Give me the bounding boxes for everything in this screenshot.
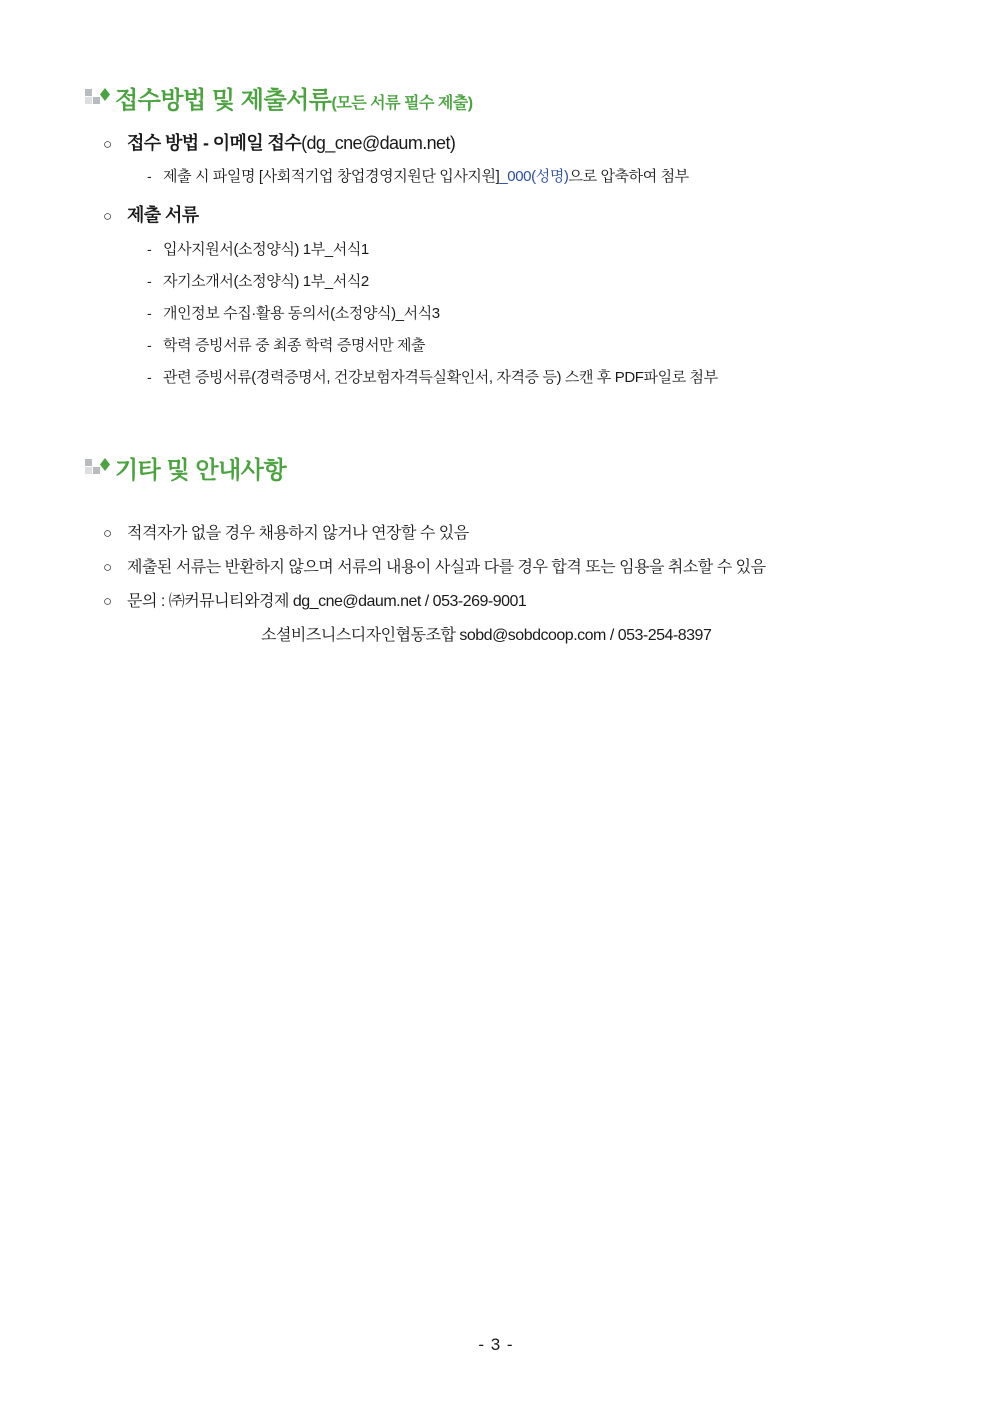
list-item xyxy=(103,203,912,227)
section-title-suffix: (모든 서류 필수 제출) xyxy=(331,95,473,112)
dash-bullet-icon: - xyxy=(147,368,152,385)
page-number: - 3 - xyxy=(478,1335,514,1354)
sub-list-item xyxy=(147,166,912,187)
list-item xyxy=(103,557,912,579)
sub-list-item xyxy=(147,303,912,324)
heading-spacer xyxy=(85,485,912,511)
list-item xyxy=(103,131,912,155)
sub-list-item-label: 관련 증빙서류(경력증명서, 건강보험자격득실확인서, 자격증 등) 스캔 후 PDF파일로 첨부 xyxy=(163,368,718,386)
sub-list-item xyxy=(147,335,912,356)
list-item-bold-text: 제출 서류 xyxy=(127,205,199,226)
dash-bullet-icon: - xyxy=(147,336,152,353)
list-item-label: 제출된 서류는 반환하지 않으며 서류의 내용이 사실과 다를 경우 합격 또는 임용을 취소할 수 있음 xyxy=(127,558,766,576)
sub-text-post: 으로 압축하여 첨부 xyxy=(568,168,689,186)
dash-bullet-icon: - xyxy=(147,304,152,321)
sub-list-item xyxy=(147,239,912,260)
list-item xyxy=(103,523,912,545)
contact-secondary-line: 소셜비즈니스디자인협동조합 sobd@sobdcoop.com / 053-254-8397 xyxy=(261,626,712,644)
section-title: 접수방법 및 제출서류 xyxy=(115,87,332,114)
list-item-label xyxy=(127,131,455,155)
sub-list-item-label: 학력 증빙서류 중 최종 학력 증명서만 제출 xyxy=(163,336,426,354)
list-item-label: 적격자가 없을 경우 채용하지 않거나 연장할 수 있음 xyxy=(127,524,469,542)
list-item-label: 문의 : ㈜커뮤니티와경제 dg_cne@daum.net / 053-269-9001 xyxy=(127,593,527,611)
square-diamond-bullet-icon xyxy=(85,456,115,476)
section-title: 기타 및 안내사항 xyxy=(115,456,287,484)
list-item-normal-text: (dg_cne@daum.net) xyxy=(301,133,456,153)
list-item-label xyxy=(127,203,199,227)
circle-bullet-icon: ○ xyxy=(103,136,113,153)
dash-bullet-icon: - xyxy=(147,240,152,257)
sub-list-item-label: 자기소개서(소정양식) 1부_서식2 xyxy=(163,272,369,290)
dash-bullet-icon: - xyxy=(147,168,152,185)
dash-bullet-icon: - xyxy=(147,272,152,289)
list-item xyxy=(103,591,912,613)
section-spacer xyxy=(85,388,912,450)
circle-bullet-icon: ○ xyxy=(103,593,113,611)
circle-bullet-icon: ○ xyxy=(103,208,113,226)
sub-text-highlight: _000(성명) xyxy=(499,168,569,186)
square-diamond-bullet-icon xyxy=(85,86,115,106)
sub-list-item-label: 입사지원서(소정양식) 1부_서식1 xyxy=(163,240,369,258)
list-item-bold-text: 접수 방법 - 이메일 접수 xyxy=(127,133,302,153)
section-heading-notice xyxy=(85,450,912,485)
sub-list-item-label xyxy=(163,166,689,187)
sub-list-item xyxy=(147,271,912,292)
circle-bullet-icon: ○ xyxy=(103,524,113,542)
circle-bullet-icon: ○ xyxy=(103,558,113,576)
section-heading-application xyxy=(85,80,912,115)
sub-list-item xyxy=(147,367,912,388)
sub-text-pre: 제출 시 파일명 [사회적기업 창업경영지원단 입사지원] xyxy=(163,168,500,186)
sub-list-item-label: 개인정보 수집·활용 동의서(소정양식)_서식3 xyxy=(163,304,440,322)
